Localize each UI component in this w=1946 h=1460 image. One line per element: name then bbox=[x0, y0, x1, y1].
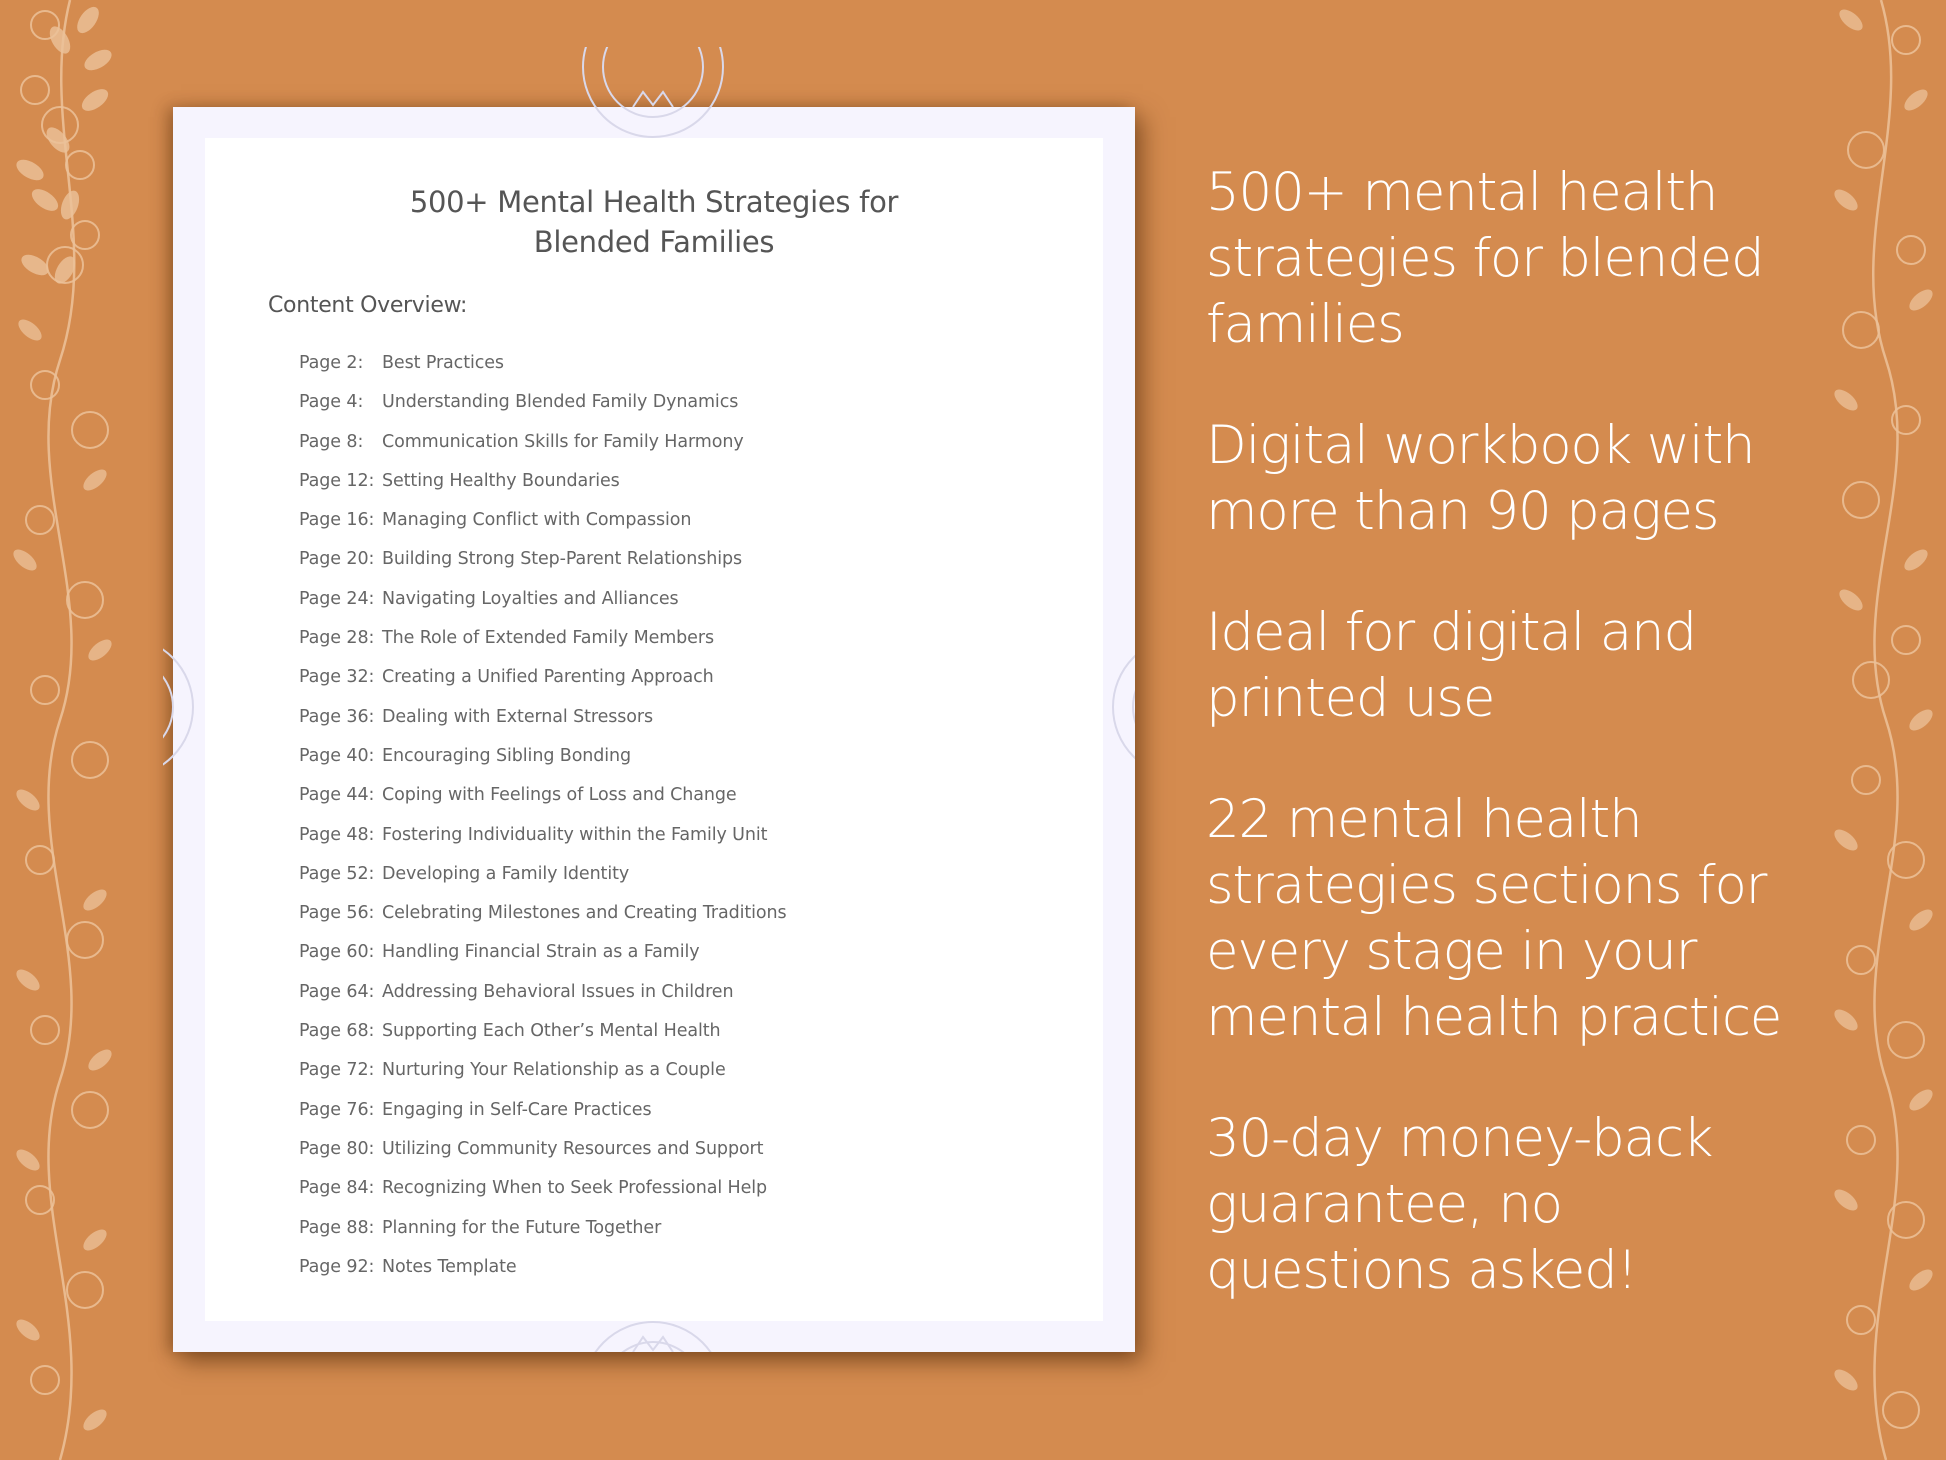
toc-title: Creating a Unified Parenting Approach bbox=[382, 667, 714, 688]
mandala-icon bbox=[163, 597, 205, 817]
toc-item bbox=[299, 540, 786, 579]
toc-title: Addressing Behavioral Issues in Children bbox=[382, 981, 734, 1002]
toc-page-number: Page 64: bbox=[299, 981, 375, 1002]
toc-title: The Role of Extended Family Members bbox=[382, 628, 714, 649]
toc-page-number: Page 4: bbox=[299, 392, 364, 413]
feature-line: strategies for blended bbox=[1206, 228, 1764, 289]
toc-page-number: Page 76: bbox=[299, 1099, 375, 1120]
document-title-line: 500+ Mental Health Strategies for bbox=[409, 185, 899, 219]
toc-page-number: Page 92: bbox=[299, 1256, 375, 1277]
toc-item bbox=[299, 855, 786, 894]
toc-page-number: Page 80: bbox=[299, 1138, 375, 1159]
toc-page-number: Page 24: bbox=[299, 588, 375, 609]
toc-page-number: Page 72: bbox=[299, 1060, 375, 1081]
toc-title: Engaging in Self-Care Practices bbox=[382, 1099, 652, 1120]
toc-item bbox=[299, 1051, 786, 1090]
mandala-icon bbox=[518, 47, 788, 147]
toc-item bbox=[299, 383, 786, 422]
toc-item bbox=[299, 1209, 786, 1248]
toc-title: Utilizing Community Resources and Support bbox=[382, 1138, 764, 1159]
toc-title: Coping with Feelings of Loss and Change bbox=[382, 785, 737, 806]
toc-page-number: Page 2: bbox=[299, 353, 364, 373]
feature-line: 30-day money-back bbox=[1206, 1108, 1713, 1169]
toc-page-number: Page 8: bbox=[299, 431, 364, 452]
toc-page-number: Page 84: bbox=[299, 1178, 375, 1199]
toc-page-number: Page 16: bbox=[299, 510, 375, 531]
toc-title: Communication Skills for Family Harmony bbox=[382, 431, 744, 452]
feature-line: printed use bbox=[1206, 668, 1495, 729]
toc-item bbox=[299, 1169, 786, 1208]
feature-page-count bbox=[1206, 413, 1906, 545]
content-overview-heading: Content Overview: bbox=[268, 293, 468, 318]
feature-line: 500+ mental health bbox=[1206, 162, 1718, 223]
toc-title: Encouraging Sibling Bonding bbox=[382, 745, 632, 766]
feature-line: Ideal for digital and bbox=[1206, 602, 1696, 663]
document-title-line: Blended Families bbox=[533, 225, 775, 259]
toc-title: Navigating Loyalties and Alliances bbox=[382, 588, 679, 609]
feature-line: 22 mental health bbox=[1206, 789, 1642, 850]
floral-vine-icon bbox=[0, 0, 140, 1460]
toc-title: Nurturing Your Relationship as a Couple bbox=[382, 1060, 726, 1081]
toc-item bbox=[299, 423, 786, 462]
toc-item bbox=[299, 462, 786, 501]
toc-title: Planning for the Future Together bbox=[382, 1217, 662, 1238]
toc-page-number: Page 60: bbox=[299, 942, 375, 963]
feature-line: Digital workbook with bbox=[1206, 415, 1755, 476]
feature-strategies-count bbox=[1206, 160, 1906, 358]
toc-page-number: Page 48: bbox=[299, 824, 375, 845]
toc-title: Handling Financial Strain as a Family bbox=[382, 942, 700, 963]
toc-title: Fostering Individuality within the Family Unit bbox=[382, 824, 768, 845]
toc-item bbox=[299, 1130, 786, 1169]
toc-title: Understanding Blended Family Dynamics bbox=[382, 392, 739, 413]
toc-title: Setting Healthy Boundaries bbox=[382, 470, 620, 491]
toc-item bbox=[299, 698, 786, 737]
feature-line: questions asked! bbox=[1206, 1240, 1637, 1301]
toc-page-number: Page 88: bbox=[299, 1217, 375, 1238]
toc-item bbox=[299, 619, 786, 658]
toc-page-number: Page 28: bbox=[299, 628, 375, 649]
toc-page-number: Page 56: bbox=[299, 903, 375, 924]
toc-item bbox=[299, 816, 786, 855]
toc-page-number: Page 32: bbox=[299, 667, 375, 688]
feature-line: more than 90 pages bbox=[1206, 481, 1719, 542]
document-title bbox=[205, 182, 1103, 262]
workbook-page-preview bbox=[173, 107, 1135, 1352]
feature-usage bbox=[1206, 600, 1906, 732]
toc-title: Notes Template bbox=[382, 1256, 517, 1277]
toc-item bbox=[299, 1091, 786, 1130]
toc-item bbox=[299, 344, 786, 383]
toc-item bbox=[299, 1012, 786, 1051]
toc-item bbox=[299, 933, 786, 972]
toc-title: Supporting Each Other’s Mental Health bbox=[382, 1021, 721, 1042]
toc-title: Best Practices bbox=[382, 353, 504, 373]
feature-list bbox=[1206, 160, 1906, 1359]
page-content bbox=[205, 138, 1103, 1321]
toc-item bbox=[299, 658, 786, 697]
toc-item bbox=[299, 894, 786, 933]
toc-page-number: Page 44: bbox=[299, 785, 375, 806]
toc-title: Developing a Family Identity bbox=[382, 863, 630, 884]
toc-title: Recognizing When to Seek Professional Help bbox=[382, 1178, 768, 1199]
toc-page-number: Page 68: bbox=[299, 1021, 375, 1042]
toc-title: Managing Conflict with Compassion bbox=[382, 510, 692, 531]
toc-page-number: Page 20: bbox=[299, 549, 375, 570]
toc-page-number: Page 40: bbox=[299, 745, 375, 766]
toc-title: Building Strong Step-Parent Relationships bbox=[382, 549, 742, 570]
toc-page-number: Page 36: bbox=[299, 706, 375, 727]
feature-line: strategies sections for bbox=[1206, 855, 1767, 916]
toc-item bbox=[299, 776, 786, 815]
toc-item bbox=[299, 1248, 786, 1287]
toc-page-number: Page 12: bbox=[299, 470, 375, 491]
toc-item bbox=[299, 501, 786, 540]
feature-line: every stage in your bbox=[1206, 921, 1697, 982]
feature-line: mental health practice bbox=[1206, 987, 1782, 1048]
toc-item bbox=[299, 580, 786, 619]
toc-item bbox=[299, 973, 786, 1012]
toc-title: Dealing with External Stressors bbox=[382, 706, 654, 727]
feature-guarantee bbox=[1206, 1106, 1906, 1304]
feature-line: families bbox=[1206, 294, 1404, 355]
feature-sections bbox=[1206, 787, 1906, 1051]
table-of-contents bbox=[299, 344, 786, 1287]
toc-title: Celebrating Milestones and Creating Traditions bbox=[382, 903, 787, 924]
feature-line: guarantee, no bbox=[1206, 1174, 1562, 1235]
mandala-icon bbox=[1103, 597, 1135, 817]
toc-page-number: Page 52: bbox=[299, 863, 375, 884]
toc-item bbox=[299, 737, 786, 776]
